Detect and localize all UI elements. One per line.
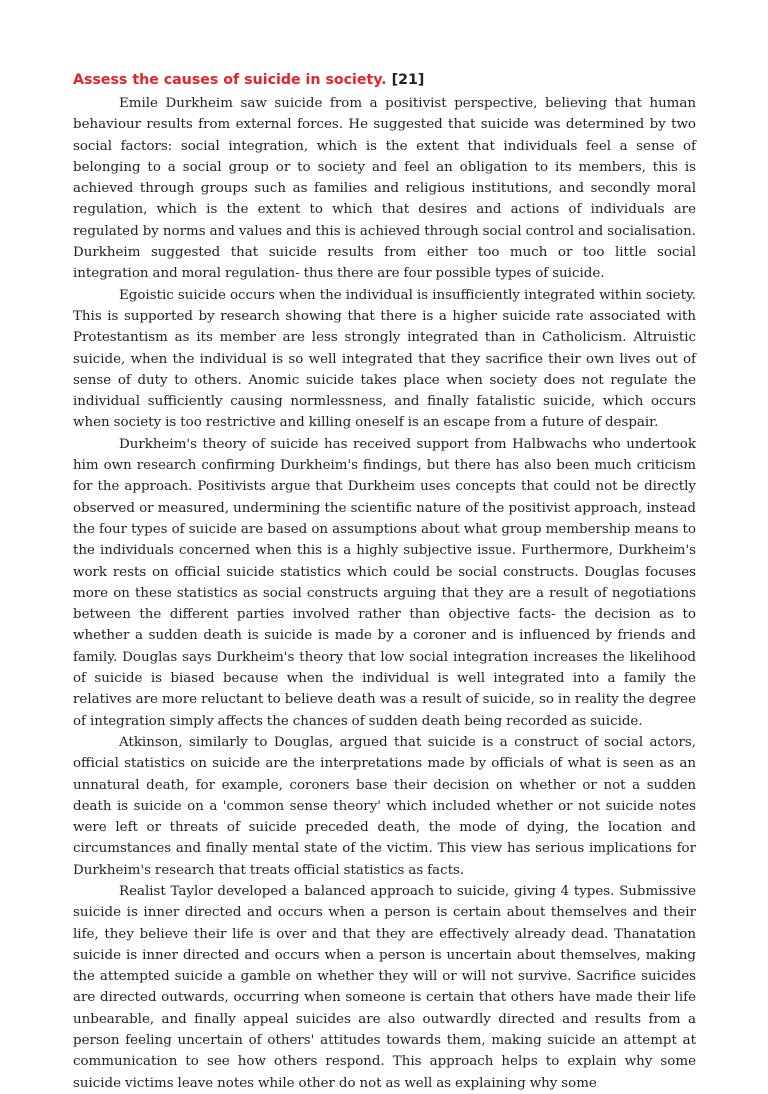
paragraph-atkinson: Atkinson, similarly to Douglas, argued that suicide is a construct of social actors, official statistics on suicide are the interpretations made by officials of what is seen as an unnatural death, for example, coroners base their decision on whether or not a sudden death is suicide on a 'common sense theory' which included whether or not suicide notes were left or threats of suicide preceded death, the mode of dying, the location and circumstances and finally mental state of the victim. This view has serious implications for Durkheim's research that treats official statistics as facts. <box>73 734 696 878</box>
essay-title: Assess the causes of suicide in society. <box>73 72 387 88</box>
paragraph-taylor: Realist Taylor developed a balanced approach to suicide, giving 4 types. Submissive suicide is inner directed and occurs when a person is certain about themselves and their life, they believe their life is over and that they are effectively already dead. Thanatation suicide is inner directed and occurs when a person is uncertain about themselves, making the attempted suicide a gamble on whether they will or will not survive. Sacrifice suicides are directed outwards, occurring when someone is certain that others have made their life unbearable, and finally appeal suicides are also outwardly directed and results from a person feeling uncertain of others' attitudes towards them, making suicide an attempt at communication to see how others respond. This approach helps to explain why some suicide victims leave notes while other do not as well as explaining why some <box>73 883 696 1091</box>
paragraph-criticism: Durkheim's theory of suicide has received support from Halbwachs who undertook him own research confirming Durkheim's findings, but there has also been much criticism for the approach. Positivists argue that Durkheim uses concepts that could not be directly observed or measured, undermining the scientific nature of the positivist approach, instead the four types of suicide are based on assumptions about what group membership means to the individuals concerned when this is a highly subjective issue. Furthermore, Durkheim's work rests on official suicide statistics which could be social constructs. Douglas focuses more on these statistics as social constructs arguing that they are a result of negotiations between the different parties involved rather than objective facts- the decision as to whether a sudden death is suicide is made by a coroner and is influenced by friends and family. Douglas says Durkheim's theory that low social integration increases the likelihood of suicide is biased because when the individual is well integrated into a family the relatives are more reluctant to believe death was a result of suicide, so in reality the degree of integration simply affects the chances of sudden death being recorded as suicide. <box>73 436 696 729</box>
essay-page <box>73 70 696 1094</box>
paragraph-suicide-types: Egoistic suicide occurs when the individual is insufficiently integrated within society. This is supported by research showing that there is a higher suicide rate associated with Protestantism as its member are less strongly integrated than in Catholicism. Altruistic suicide, when the individual is so well integrated that they sacrifice their own lives out of sense of duty to others. Anomic suicide takes place when society does not regulate the individual sufficiently causing normlessness, and finally fatalistic suicide, which occurs when society is too restrictive and killing oneself is an escape from a future of despair. <box>73 287 696 431</box>
paragraph-durkheim-intro: Emile Durkheim saw suicide from a positivist perspective, believing that human behaviour results from external forces. He suggested that suicide was determined by two social factors: social integration, which is the extent that individuals feel a sense of belonging to a social group or to society and feel an obligation to its members, this is achieved through groups such as families and religious institutions, and secondly moral regulation, which is the extent to which that desires and actions of individuals are regulated by norms and values and this is achieved through social control and socialisation. Durkheim suggested that suicide results from either too much or too little social integration and moral regulation- thus there are four possible types of suicide. <box>73 96 696 282</box>
marks-label: [21] <box>391 72 425 88</box>
essay-heading <box>73 70 696 91</box>
